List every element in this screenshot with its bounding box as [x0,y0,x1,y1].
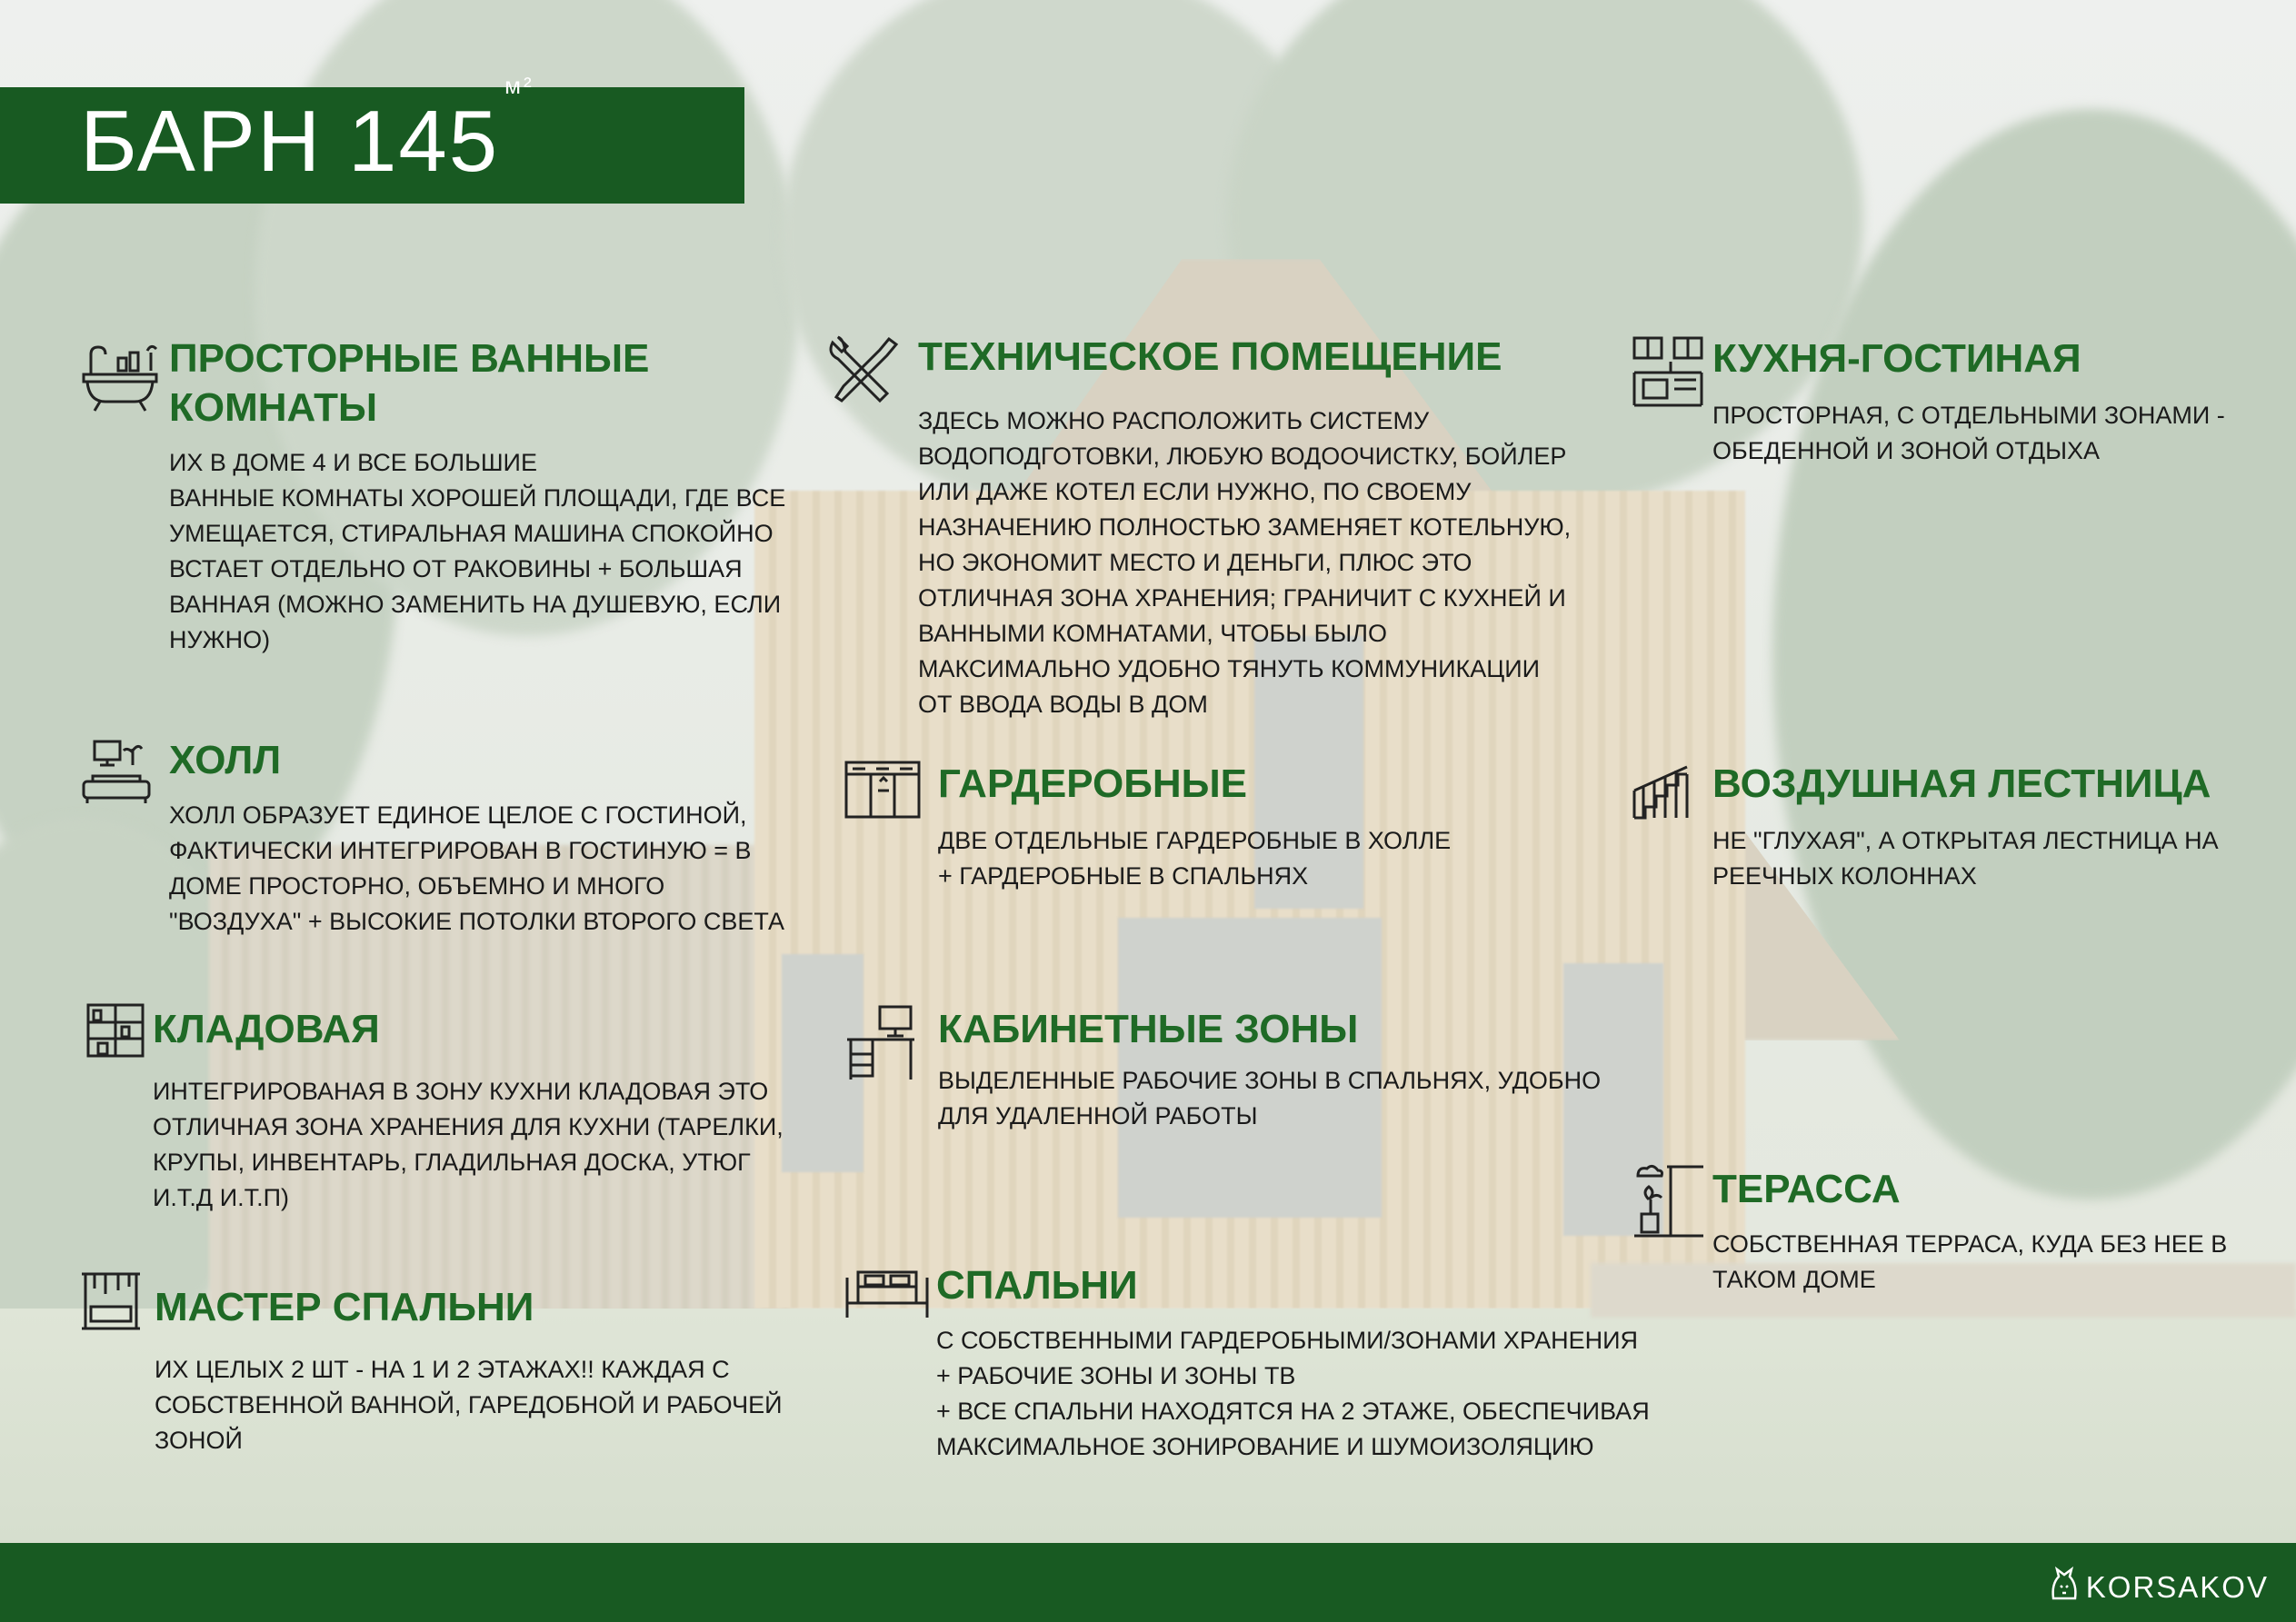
tools-icon [825,332,900,406]
pantry-title: КЛАДОВАЯ [153,1007,380,1051]
master-title: МАСТЕР СПАЛЬНИ [155,1285,534,1329]
kitchen-icon [1631,334,1705,409]
footer-bar [0,1543,2296,1622]
terrace-text: СОБСТВЕННАЯ ТЕРРАСА, КУДА БЕЗ НЕЕ В ТАКОМ ДОМЕ [1712,1230,2228,1293]
bathrooms-text: ИХ В ДОМЕ 4 И ВСЕ БОЛЬШИЕ ВАННЫЕ КОМНАТЫ ХОРОШЕЙ ПЛОЩАДИ, ГДЕ ВСЕ УМЕЩАЕТСЯ, СТИРАЛЬНАЯ МАШИНА СПОКОЙНО ВСТАЕТ ОТДЕЛЬНО ОТ РАКОВИНЫ + БОЛЬШАЯ ВАННАЯ (МОЖНО ЗАМЕНИТЬ НА ДУШЕВУЮ, ЕСЛИ НУЖНО) [169,449,786,653]
stairs-title: ВОЗДУШНАЯ ЛЕСТНИЦА [1712,761,2211,806]
office-title: КАБИНЕТНЫЕ ЗОНЫ [938,1007,1359,1051]
shelves-icon [85,1002,145,1059]
page-title [80,72,534,190]
stairs-icon [1631,763,1691,821]
bedrooms-text: С СОБСТВЕННЫМИ ГАРДЕРОБНЫМИ/ЗОНАМИ ХРАНЕНИЯ + РАБОЧИЕ ЗОНЫ И ЗОНЫ ТВ + ВСЕ СПАЛЬНИ НАХОДЯТСЯ НА 2 ЭТАЖЕ, ОБЕСПЕЧИВАЯ МАКСИМАЛЬНОЕ ЗОНИРОВАНИЕ И ШУМОИЗОЛЯЦИЮ [936,1327,1650,1460]
bathtub-icon [78,342,162,414]
wardrobes-title: ГАРДЕРОБНЫЕ [938,761,1248,806]
terrace-title: ТЕРАССА [1712,1167,1901,1211]
technical-text: ЗДЕСЬ МОЖНО РАСПОЛОЖИТЬ СИСТЕМУ ВОДОПОДГОТОВКИ, ЛЮБУЮ ВОДООЧИСТКУ, БОЙЛЕР ИЛИ ДАЖЕ КОТЕЛ ЕСЛИ НУЖНО, ПО СВОЕМУ НАЗНАЧЕНИЮ ПОЛНОСТЬЮ ЗАМЕНЯЕТ КОТЕЛЬНУЮ, НО ЭКОНОМИТ МЕСТО И ДЕНЬГИ, ПЛЮС ЭТО ОТЛИЧНАЯ ЗОНА ХРАНЕНИЯ; ГРАНИЧИТ С КУХНЕЙ И ВАННЫМИ КОМНАТАМИ, ЧТОБЫ БЫЛО МАКСИМАЛЬНО УДОБНО ТЯНУТЬ КОММУНИКАЦИИ ОТ ВВОДА ВОДЫ В ДОМ [918,407,1572,718]
bed-icon [844,1269,931,1321]
brand[interactable] [2046,1566,2269,1609]
office-text: ВЫДЕЛЕННЫЕ РАБОЧИЕ ЗОНЫ В СПАЛЬНЯХ, УДОБНО ДЛЯ УДАЛЕННОЙ РАБОТЫ [938,1067,1602,1129]
page-title-text: БАРН 145 [80,93,500,190]
wardrobe-rack-icon [78,1270,144,1332]
hall-text: ХОЛЛ ОБРАЗУЕТ ЕДИНОЕ ЦЕЛОЕ С ГОСТИНОЙ, ФАКТИЧЕСКИ ИНТЕГРИРОВАН В ГОСТИНУЮ = В ДОМЕ ПРОСТОРНО, ОБЪЕМНО И МНОГО "ВОЗДУХА" + ВЫСОКИЕ ПОТОЛКИ ВТОРОГО СВЕТА [169,801,784,935]
brand-name: KORSAKOV [2085,1570,2269,1604]
bedrooms-title: СПАЛЬНИ [936,1263,1138,1308]
bathrooms-title: ПРОСТОРНЫЕ ВАННЫЕ КОМНАТЫ [169,336,650,430]
stairs-text: НЕ "ГЛУХАЯ", А ОТКРЫТАЯ ЛЕСТНИЦА НА РЕЕЧНЫХ КОЛОННАХ [1712,827,2219,890]
technical-title: ТЕХНИЧЕСКОЕ ПОМЕЩЕНИЕ [918,334,1502,379]
closet-icon [844,760,922,821]
hall-title: ХОЛЛ [169,738,282,782]
terrace-icon [1631,1163,1707,1239]
kitchen-text: ПРОСТОРНАЯ, С ОТДЕЛЬНЫМИ ЗОНАМИ - ОБЕДЕННОЙ И ЗОНОЙ ОТДЫХА [1712,402,2225,464]
wardrobes-text: ДВЕ ОТДЕЛЬНЫЕ ГАРДЕРОБНЫЕ В ХОЛЛЕ + ГАРДЕРОБНЫЕ В СПАЛЬНЯХ [938,827,1452,890]
fox-logo-icon [2046,1566,2082,1609]
master-text: ИХ ЦЕЛЫХ 2 ШТ - НА 1 И 2 ЭТАЖАХ!! КАЖДАЯ С СОБСТВЕННОЙ ВАННОЙ, ГАРЕДОБНОЙ И РАБОЧЕЙ ЗОНОЙ [155,1356,783,1454]
pantry-text: ИНТЕГРИРОВАНАЯ В ЗОНУ КУХНИ КЛАДОВАЯ ЭТО ОТЛИЧНАЯ ЗОНА ХРАНЕНИЯ ДЛЯ КУХНИ (ТАРЕЛКИ, КРУПЫ, ИНВЕНТАРЬ, ГЛАДИЛЬНАЯ ДОСКА, УТЮГ И.Т.Д И.Т.П) [153,1078,784,1211]
title-unit: м² [504,72,534,99]
sofa-tv-icon [78,738,155,811]
kitchen-title: КУХНЯ-ГОСТИНАЯ [1712,336,2081,381]
desk-icon [844,1003,916,1081]
